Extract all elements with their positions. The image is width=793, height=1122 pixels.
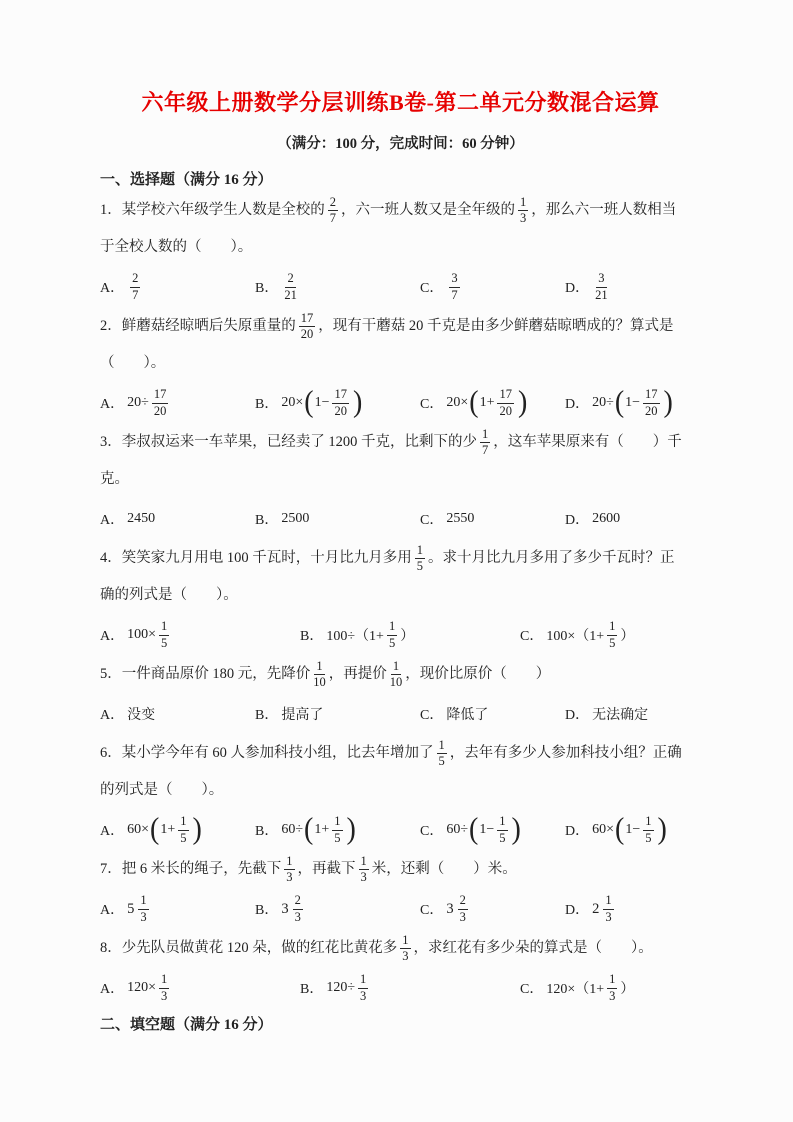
fraction-numerator: 3: [449, 272, 459, 287]
text-run: 100÷（1+: [326, 629, 384, 644]
fraction-numerator: 1: [359, 855, 369, 870]
option-label: B．: [255, 708, 279, 723]
option-C: [420, 509, 565, 529]
option-label: A．: [100, 903, 125, 918]
text-run: 60×: [592, 822, 615, 837]
text-run: 4．笑笑家九月用电 100 千瓦时，十月比九月多用: [100, 550, 412, 567]
question-5: [100, 656, 701, 735]
fraction: [497, 815, 507, 844]
question-line: [100, 577, 701, 614]
fraction-numerator: 1: [400, 934, 410, 949]
fraction: [284, 855, 294, 884]
options-row: [100, 809, 701, 851]
sections-container: [100, 164, 701, 1037]
text-run: 100×（1+: [546, 629, 605, 644]
text-run: ，求红花有多少朵的算式是（ ）。: [413, 940, 653, 957]
fraction-numerator: 1: [159, 973, 169, 988]
fraction-denominator: 7: [329, 211, 336, 225]
fraction-denominator: 10: [313, 675, 326, 689]
fraction-denominator: 3: [360, 870, 367, 884]
option-label: C．: [420, 903, 444, 918]
option-label: C．: [420, 824, 444, 839]
text-run: ，去年有多少人参加科技小组？正确: [449, 745, 682, 762]
tall-paren-close: ): [511, 813, 521, 847]
tall-paren-open: (: [304, 386, 314, 420]
tall-paren-close: ): [663, 386, 673, 420]
fraction: [437, 739, 447, 768]
option-label: B．: [300, 982, 324, 997]
option-C: [420, 704, 565, 724]
fraction-numerator: 2: [130, 272, 140, 287]
option-A: [100, 388, 255, 417]
fraction: [415, 544, 425, 573]
text-run: （ ）。: [100, 355, 166, 372]
fraction: [387, 620, 397, 649]
fraction-denominator: 7: [482, 443, 489, 457]
text-run: 。求十月比九月多用了多少千瓦时？正: [428, 550, 675, 567]
text-run: ）: [400, 629, 415, 644]
options-row: [100, 266, 701, 308]
fraction: [607, 973, 617, 1002]
question-line: [100, 540, 701, 577]
fraction-denominator: 7: [132, 287, 139, 302]
fraction-denominator: 5: [609, 635, 616, 650]
option-label: D．: [565, 513, 590, 528]
fraction-numerator: 17: [152, 388, 169, 403]
text-run: 3．李叔叔运来一车苹果，已经卖了 1200 千克，比剩下的少: [100, 434, 477, 451]
fraction-numerator: 2: [458, 894, 468, 909]
text-run: 60÷: [281, 822, 304, 837]
fraction: [313, 660, 326, 689]
text-run: 2．鲜蘑菇经晾晒后失原重量的: [100, 318, 296, 335]
fraction-denominator: 7: [451, 287, 458, 302]
option-B: [300, 973, 520, 1002]
section-heading-1: 一、选择题（满分 16 分）: [100, 171, 273, 188]
text-run: 1−: [479, 822, 495, 837]
option-B: [255, 386, 420, 420]
fraction: [480, 428, 490, 457]
options-row: [100, 614, 701, 656]
fraction-numerator: 1: [497, 815, 507, 830]
text-run: 20×: [446, 395, 469, 410]
tall-paren-open: (: [304, 813, 314, 847]
option-A: [100, 973, 300, 1002]
option-D: [565, 509, 701, 529]
options-row: [100, 382, 701, 424]
fraction: [358, 973, 368, 1002]
tall-paren-close: ): [517, 386, 528, 420]
text-run: 120×: [127, 980, 157, 995]
text-run: 于全校人数的（ ）。: [100, 239, 253, 256]
options-row: [100, 693, 701, 735]
fraction: [603, 894, 613, 923]
option-label: C．: [420, 281, 444, 296]
fraction: [643, 815, 653, 844]
fraction: [400, 934, 410, 963]
text-run: ，现价比原价（ ）: [405, 666, 551, 683]
text-run: 2600: [592, 511, 621, 526]
fraction-denominator: 3: [161, 988, 168, 1003]
fraction-denominator: 21: [595, 287, 608, 302]
text-run: 确的列式是（ ）。: [100, 587, 238, 604]
question-4: [100, 540, 701, 656]
fraction-numerator: 17: [643, 388, 660, 403]
option-label: C．: [420, 513, 444, 528]
tall-paren-open: (: [614, 386, 625, 420]
fraction-denominator: 3: [294, 909, 301, 924]
text-run: 1．某学校六年级学生人数是全校的: [100, 202, 325, 219]
option-C: [520, 620, 701, 649]
option-D: [565, 704, 701, 724]
option-A: [100, 894, 255, 923]
tall-paren-open: (: [469, 386, 479, 420]
text-run: 1+: [479, 395, 495, 410]
fraction-numerator: 2: [328, 196, 338, 211]
section-heading-2: 二、填空题（满分 16 分）: [100, 1016, 273, 1033]
fraction: [152, 388, 169, 417]
fraction-denominator: 3: [459, 909, 466, 924]
fraction-numerator: 1: [437, 739, 447, 754]
option-A: [100, 620, 300, 649]
fraction-denominator: 5: [334, 830, 341, 845]
question-line: [100, 735, 701, 772]
tall-paren-open: (: [469, 813, 479, 847]
text-run: 1−: [314, 395, 330, 410]
tall-paren-open: (: [615, 813, 625, 847]
fraction-denominator: 5: [416, 559, 423, 573]
fraction-numerator: 1: [159, 620, 169, 635]
question-2: [100, 308, 701, 424]
fraction: [359, 855, 369, 884]
fraction: [130, 272, 140, 301]
question-1: [100, 192, 701, 308]
fraction: [159, 620, 169, 649]
question-line: [100, 424, 701, 461]
fraction-numerator: 1: [387, 620, 397, 635]
fraction: [159, 973, 169, 1002]
tall-paren-open: (: [150, 813, 160, 847]
option-B: [300, 620, 520, 649]
page-subtitle: （满分：100 分，完成时间：60 分钟）: [277, 136, 524, 152]
text-run: 克。: [100, 471, 129, 488]
option-label: A．: [100, 281, 125, 296]
option-label: C．: [520, 629, 544, 644]
tall-paren-close: ): [352, 386, 363, 420]
option-C: [420, 386, 565, 420]
option-C: [420, 272, 565, 301]
fraction: [458, 894, 468, 923]
question-line: [100, 192, 701, 229]
text-run: ，那么六一班人数相当: [531, 202, 677, 219]
question-3: [100, 424, 701, 540]
fraction-denominator: 3: [286, 870, 293, 884]
option-label: A．: [100, 513, 125, 528]
fraction: [607, 620, 617, 649]
fraction-numerator: 1: [314, 660, 324, 675]
fraction-denominator: 20: [334, 403, 347, 418]
text-run: 60÷: [446, 822, 469, 837]
fraction: [518, 196, 528, 225]
question-8: [100, 930, 701, 1009]
fraction-denominator: 3: [605, 909, 612, 924]
fraction-denominator: 5: [180, 830, 187, 845]
mixed-whole: 3: [281, 900, 289, 917]
question-line: [100, 461, 701, 498]
text-run: ，再截下: [297, 861, 356, 878]
option-label: A．: [100, 397, 125, 412]
option-B: [255, 704, 420, 724]
text-run: 2500: [281, 511, 310, 526]
page-title: 六年级上册数学分层训练B卷-第二单元分数混合运算: [141, 90, 660, 115]
question-line: [100, 772, 701, 809]
option-label: B．: [300, 629, 324, 644]
option-A: [100, 509, 255, 529]
option-B: [255, 272, 420, 301]
text-run: 7．把 6 米长的绳子，先截下: [100, 861, 282, 878]
fraction: [449, 272, 459, 301]
mixed-number: [281, 894, 306, 923]
mixed-number: [446, 894, 471, 923]
option-B: [255, 894, 420, 923]
fraction-denominator: 5: [388, 635, 396, 650]
fraction: [332, 815, 342, 844]
options-row: [100, 498, 701, 540]
option-C: [420, 894, 565, 923]
fraction-numerator: 1: [391, 660, 401, 675]
text-run: 的列式是（ ）。: [100, 782, 224, 799]
fraction-numerator: 1: [603, 894, 613, 909]
option-A: [100, 272, 255, 301]
fraction-numerator: 1: [643, 815, 653, 830]
text-run: 1−: [625, 822, 641, 837]
option-D: [565, 272, 701, 301]
fraction-numerator: 1: [138, 894, 148, 909]
tall-paren-close: ): [192, 813, 202, 847]
mixed-number: [592, 894, 617, 923]
fraction-numerator: 17: [497, 388, 514, 403]
fraction-numerator: 2: [285, 272, 295, 287]
question-line: [100, 930, 701, 967]
fraction-numerator: 1: [607, 620, 617, 635]
fraction: [178, 815, 188, 844]
mixed-whole: 2: [592, 900, 600, 917]
text-run: ，六一班人数又是全年级的: [341, 202, 515, 219]
fraction-denominator: 5: [438, 754, 445, 768]
option-label: B．: [255, 397, 279, 412]
fraction: [138, 894, 148, 923]
tall-paren-close: ): [346, 813, 356, 847]
fraction-denominator: 20: [645, 403, 658, 418]
text-run: 5．一件商品原价 180 元，先降价: [100, 666, 311, 683]
option-D: [565, 894, 701, 923]
text-run: 1+: [314, 822, 330, 837]
fraction-denominator: 3: [140, 909, 147, 924]
text-run: 60×: [127, 822, 150, 837]
option-label: C．: [420, 397, 444, 412]
option-D: [565, 813, 701, 847]
text-run: ，再提价: [328, 666, 387, 683]
fraction: [293, 894, 303, 923]
fraction: [390, 660, 403, 689]
text-run: ，这车苹果原来有（ ）千: [493, 434, 682, 451]
fraction-denominator: 20: [300, 327, 314, 341]
fraction-denominator: 10: [389, 675, 403, 689]
text-run: 8．少先队员做黄花 120 朵，做的红花比黄花多: [100, 940, 398, 957]
fraction-numerator: 1: [415, 544, 425, 559]
fraction-numerator: 1: [518, 196, 528, 211]
mixed-whole: 3: [446, 900, 454, 917]
text-run: 2550: [446, 511, 475, 526]
option-label: B．: [255, 903, 279, 918]
fraction-denominator: 5: [161, 635, 168, 650]
option-C: [520, 973, 701, 1002]
question-line: [100, 308, 701, 345]
option-label: A．: [100, 982, 125, 997]
text-run: 1−: [625, 395, 641, 410]
option-C: [420, 813, 565, 847]
text-run: 120÷: [326, 980, 356, 995]
text-run: ，现有干蘑菇 20 千克是由多少鲜蘑菇晾晒成的？算式是: [318, 318, 674, 335]
text-run: 提高了: [281, 708, 324, 723]
option-label: D．: [565, 903, 590, 918]
options-row: [100, 888, 701, 930]
text-run: 6．某小学今年有 60 人参加科技小组，比去年增加了: [100, 745, 434, 762]
fraction-denominator: 21: [284, 287, 297, 302]
fraction: [284, 272, 297, 301]
fraction-numerator: 2: [293, 894, 303, 909]
question-line: [100, 851, 701, 888]
question-line: [100, 229, 701, 266]
text-run: ）: [620, 629, 635, 644]
text-run: ）: [620, 982, 635, 997]
question-7: [100, 851, 701, 930]
text-run: 20×: [281, 395, 304, 410]
option-label: C．: [520, 982, 544, 997]
fraction: [332, 388, 349, 417]
fraction-numerator: 1: [284, 855, 294, 870]
text-run: 米，还剩（ ）米。: [371, 861, 517, 878]
option-label: A．: [100, 708, 125, 723]
fraction-numerator: 1: [332, 815, 342, 830]
fraction: [328, 196, 338, 225]
fraction-numerator: 17: [299, 312, 316, 327]
text-run: 120×（1+: [546, 982, 605, 997]
option-label: A．: [100, 629, 125, 644]
fraction-numerator: 1: [178, 815, 188, 830]
fraction-denominator: 5: [645, 830, 652, 845]
fraction-numerator: 3: [596, 272, 606, 287]
fraction-denominator: 20: [499, 403, 512, 418]
option-A: [100, 704, 255, 724]
question-line: [100, 345, 701, 382]
fraction: [595, 272, 608, 301]
fraction-numerator: 1: [607, 973, 617, 988]
text-run: 2450: [127, 511, 156, 526]
fraction-denominator: 3: [520, 211, 527, 225]
question-6: [100, 735, 701, 851]
fraction-numerator: 1: [480, 428, 490, 443]
text-run: 20÷: [127, 395, 149, 410]
fraction-denominator: 3: [609, 988, 616, 1003]
fraction-denominator: 3: [402, 949, 409, 963]
text-run: 没变: [127, 708, 156, 723]
option-label: D．: [565, 708, 590, 723]
option-A: [100, 813, 255, 847]
option-label: A．: [100, 824, 125, 839]
fraction: [497, 388, 514, 417]
fraction: [643, 388, 660, 417]
text-run: 降低了: [446, 708, 489, 723]
question-line: [100, 656, 701, 693]
fraction-numerator: 17: [332, 388, 349, 403]
mixed-number: [127, 894, 152, 923]
option-label: B．: [255, 824, 279, 839]
option-label: B．: [255, 513, 279, 528]
fraction-denominator: 3: [360, 988, 367, 1003]
fraction-numerator: 1: [358, 973, 368, 988]
option-label: C．: [420, 708, 444, 723]
text-run: 20÷: [592, 395, 614, 410]
option-B: [255, 813, 420, 847]
fraction: [299, 312, 316, 341]
fraction-denominator: 20: [153, 403, 167, 418]
option-D: [565, 386, 701, 420]
text-run: 无法确定: [592, 708, 649, 723]
option-label: D．: [565, 281, 590, 296]
mixed-whole: 5: [127, 900, 135, 917]
text-run: 100×: [127, 627, 157, 642]
option-label: B．: [255, 281, 279, 296]
option-B: [255, 509, 420, 529]
tall-paren-close: ): [657, 813, 667, 847]
option-label: D．: [565, 397, 590, 412]
options-row: [100, 967, 701, 1009]
option-label: D．: [565, 824, 590, 839]
text-run: 1+: [160, 822, 176, 837]
fraction-denominator: 5: [499, 830, 506, 845]
